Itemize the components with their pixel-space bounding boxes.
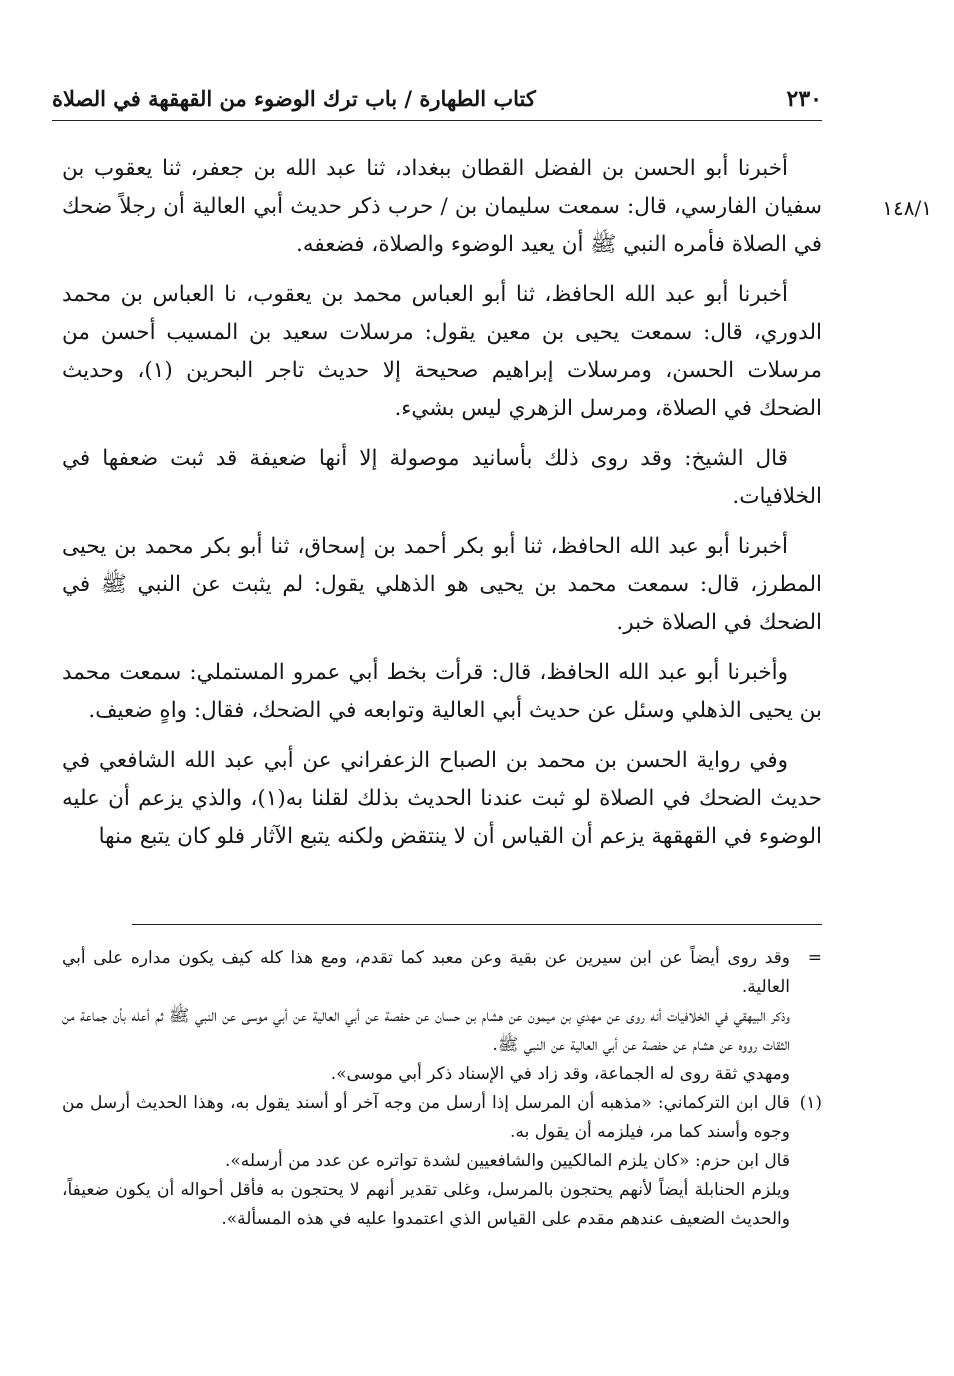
footnote-line: وذكر البيهقي في الخلافيات أنه روى عن مهدي بن ميمون عن هشام بن حسان عن حفصة عن أبي العالية عن أبي موسى عن النبي ﷺ ثم أعله بأن جماعة من الثقات رووه عن هشام عن حفصة عن أبي العالية عن النبي ﷺ. (62, 1006, 790, 1055)
footnote-line: قال ابن حزم: «كان يلزم المالكيين والشافعيين لشدة تواتره عن عدد من أرسله». (224, 1151, 790, 1171)
paragraph-3: قال الشيخ: وقد روى ذلك بأسانيد موصولة إلا أنها ضعيفة قد ثبت ضعفها في الخلافيات. (62, 446, 822, 509)
paragraph-5: وأخبرنا أبو عبد الله الحافظ، قال: قرأت بخط أبي عمرو المستملي: سمعت محمد بن يحيى الذهلي وسئل عن حديث أبي العالية وتوابعه في الضحك، فقال: واهٍ ضعيف. (62, 660, 822, 723)
footnote-1 (62, 1089, 822, 1147)
footnote-continued (62, 944, 822, 1002)
paragraph-4: أخبرنا أبو عبد الله الحافظ، ثنا أبو بكر أحمد بن إسحاق، ثنا أبو بكر محمد بن يحيى المطرز، قال: سمعت محمد بن يحيى هو الذهلي يقول: لم يثبت عن النبي ﷺ في الضحك في الصلاة خبر. (62, 534, 822, 635)
paragraph-1: أخبرنا أبو الحسن بن الفضل القطان ببغداد، ثنا عبد الله بن جعفر، ثنا يعقوب بن سفيان الفارسي، قال: سمعت سليمان بن / حرب ذكر حديث أبي العالية أن رجلاً ضحك في الصلاة فأمره النبي ﷺ أن يعيد الوضوء والصلاة، فضعفه. (62, 156, 822, 257)
footnote-line: قال ابن التركماني: «مذهبه أن المرسل إذا أرسل من وجه آخر أو أسند يقول به، وهذا الحديث أرسل من وجوه وأسند كما مر، فيلزمه أن يقول به. (62, 1093, 790, 1142)
margin-reference: ١٤٨/١ (882, 196, 932, 220)
footnotes (62, 944, 822, 1234)
footnote-line: وقد روى أيضاً عن ابن سيرين عن بقية وعن معبد كما تقدم، ومع هذا كله كيف يكون مداره على أبي العالية. (62, 948, 790, 997)
footnote-marker: (١) (799, 1093, 822, 1113)
paragraph-2: أخبرنا أبو عبد الله الحافظ، ثنا أبو العباس محمد بن يعقوب، نا العباس بن محمد الدوري، قال: سمعت يحيى بن معين يقول: مرسلات سعيد بن المسيب أحسن من مرسلات الحسن، ومرسلات إبراهيم صحيحة إلا حديث تاجر البحرين (١)، وحديث الضحك في الصلاة، ومرسل الزهري ليس بشيء. (62, 282, 822, 421)
footnote-line: ويلزم الحنابلة أيضاً لأنهم يحتجون بالمرسل، وغلى تقدير أنهم لا يحتجون به فأقل أحواله أن يكون ضعيفاً، والحديث الضعيف عندهم مقدم على القياس الذي اعتمدوا عليه في هذه المسألة». (62, 1180, 790, 1229)
page-header (52, 86, 822, 121)
footnote-line: ومهدي ثقة روى له الجماعة، وقد زاد في الإسناد ذكر أبي موسى». (330, 1064, 790, 1084)
running-head: كتاب الطهارة / باب ترك الوضوء من القهقهة في الصلاة (52, 86, 536, 111)
footnote-marker: = (807, 948, 822, 968)
main-text (62, 150, 822, 868)
footnote-separator (132, 924, 822, 925)
page-number: ٢٣٠ (786, 86, 822, 112)
paragraph-6: وفي رواية الحسن بن محمد بن الصباح الزعفراني عن أبي عبد الله الشافعي في حديث الضحك في الصلاة لو ثبت عندنا الحديث بذلك لقلنا به(١)، والذي يزعم أن عليه الوضوء في القهقهة يزعم أن القياس أن لا ينتقض ولكنه يتبع الآثار فلو كان يتبع منها (62, 748, 822, 849)
